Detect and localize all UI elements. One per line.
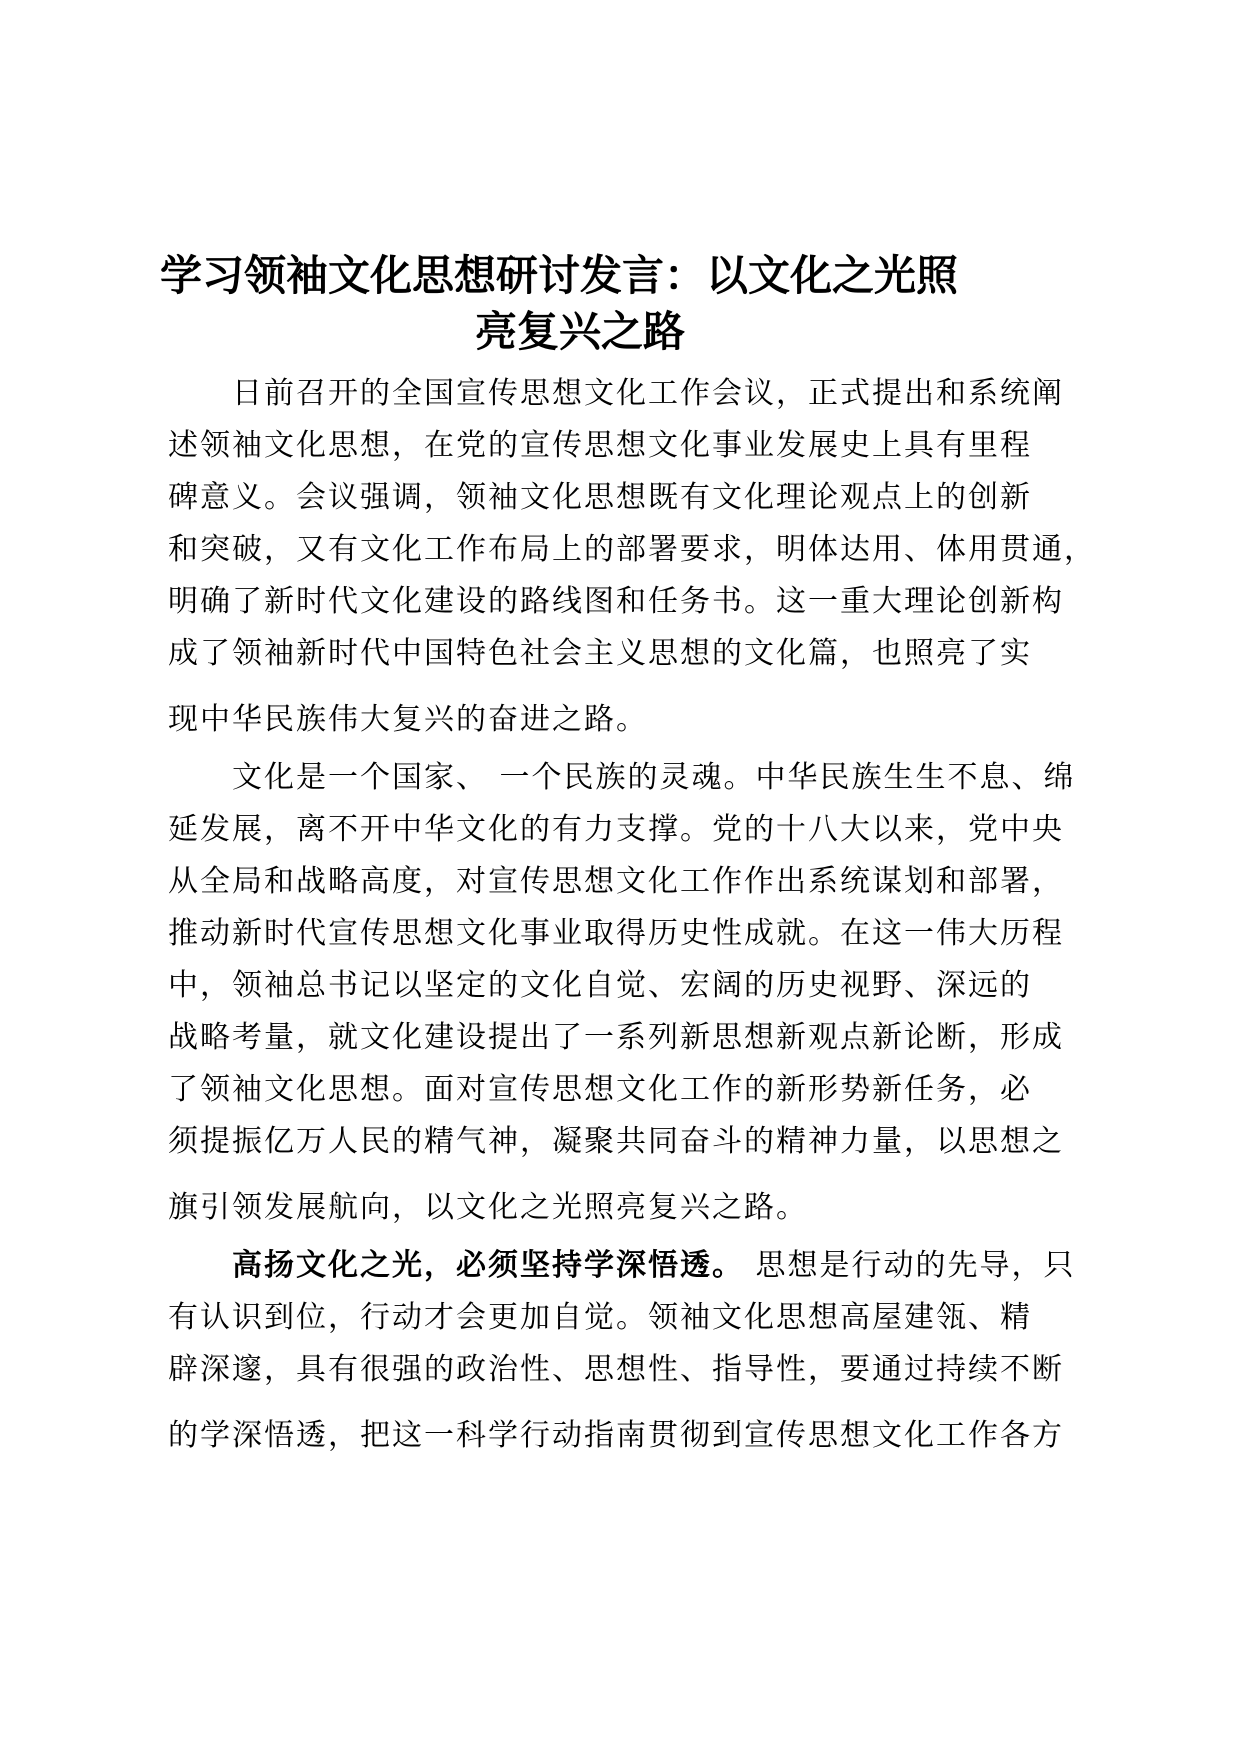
paragraph-line: 述领袖文化思想，在党的宣传思想文化事业发展史上具有里程 (168, 428, 1032, 463)
paragraph-heading: 高扬文化之光，必须坚持学深悟透。 (232, 1248, 744, 1283)
paragraph-line: 了领袖文化思想。面对宣传思想文化工作的新形势新任务，必 (168, 1072, 1032, 1107)
paragraph-line: 的学深悟透，把这一科学行动指南贯彻到宣传思想文化工作各方 (168, 1418, 1064, 1453)
paragraph-line: 推动新时代宣传思想文化事业取得历史性成就。在这一伟大历程 (168, 916, 1064, 951)
paragraph-line: 须提振亿万人民的精气神，凝聚共同奋斗的精神力量，以思想之 (168, 1124, 1064, 1159)
paragraph-2 (168, 752, 1078, 1234)
paragraph-line: 碑意义。会议强调，领袖文化思想既有文化理论观点上的创新 (168, 480, 1032, 515)
paragraph-line: 和突破，又有文化工作布局上的部署要求，明体达用、体用贯通， (168, 532, 1096, 567)
paragraph-line: 日前召开的全国宣传思想文化工作会议，正式提出和系统阐 (232, 376, 1064, 411)
paragraph-line: 文化是一个国家、 一个民族的灵魂。中华民族生生不息、绵 (232, 760, 1076, 795)
paragraph-line: 明确了新时代文化建设的路线图和任务书。这一重大理论创新构 (168, 584, 1064, 619)
paragraph-line (168, 1240, 1078, 1292)
paragraph-line: 现中华民族伟大复兴的奋进之路。 (168, 702, 648, 737)
paragraph-line: 有认识到位，行动才会更加自觉。领袖文化思想高屋建瓴、精 (168, 1300, 1032, 1335)
paragraph-3 (168, 1240, 1078, 1462)
paragraph-line: 旗引领发展航向，以文化之光照亮复兴之路。 (168, 1190, 808, 1225)
title-line-2: 亮复兴之路 (474, 307, 685, 356)
paragraph-line: 中，领袖总书记以坚定的文化自觉、宏阔的历史视野、深远的 (168, 968, 1032, 1003)
paragraph-line: 延发展，离不开中华文化的有力支撑。党的十八大以来，党中央 (168, 812, 1064, 847)
title-line-1: 学习领袖文化思想研讨发言：以文化之光照 (160, 251, 959, 300)
document-title (160, 248, 1080, 360)
paragraph-line: 辟深邃，具有很强的政治性、思想性、指导性，要通过持续不断 (168, 1352, 1064, 1387)
paragraph-line: 成了领袖新时代中国特色社会主义思想的文化篇，也照亮了实 (168, 636, 1032, 671)
paragraph-line: 战略考量，就文化建设提出了一系列新思想新观点新论断，形成 (168, 1020, 1064, 1055)
paragraph-1 (168, 368, 1096, 746)
paragraph-line: 从全局和战略高度，对宣传思想文化工作作出系统谋划和部署， (168, 864, 1064, 899)
paragraph-text: 思想是行动的先导，只 (744, 1248, 1076, 1283)
